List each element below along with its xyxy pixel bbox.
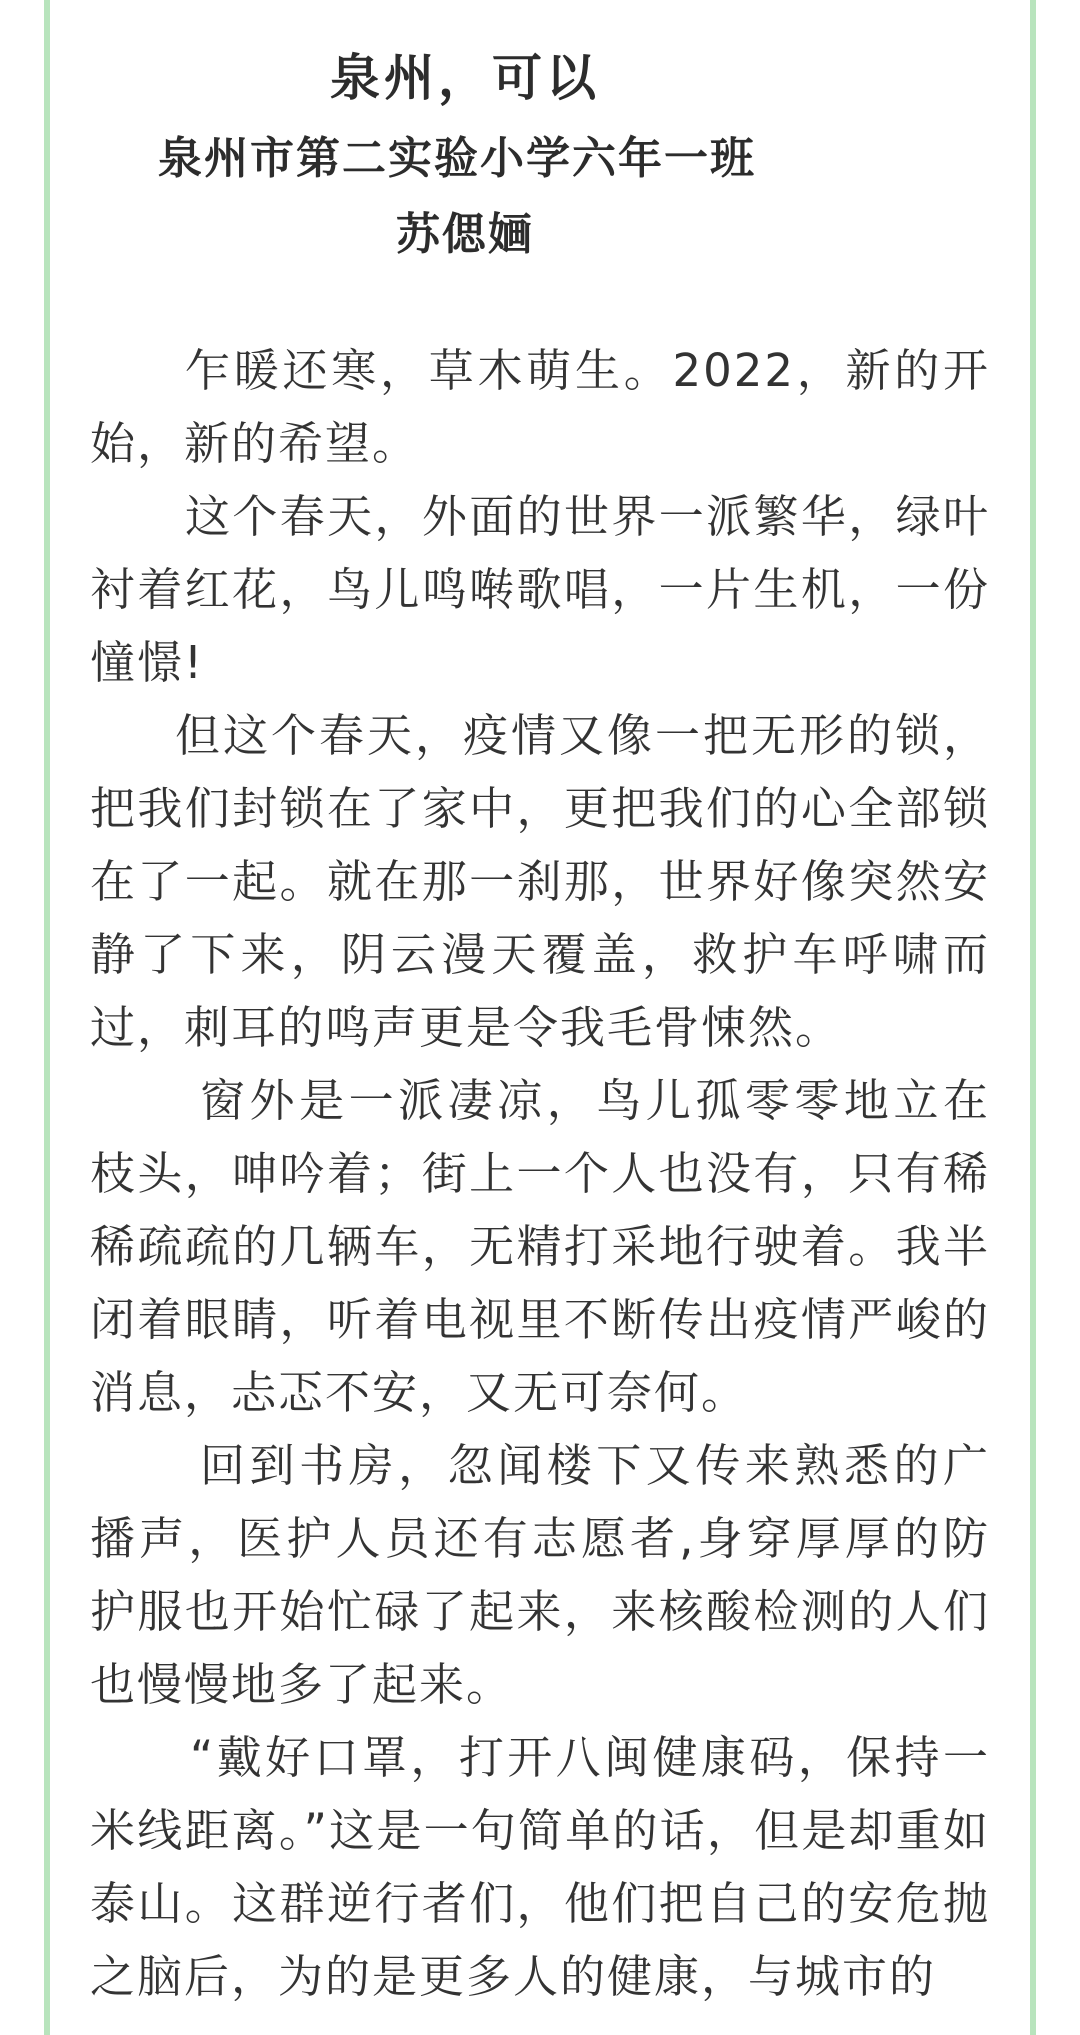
- article-body: [90, 334, 990, 2013]
- right-border-line: [1030, 0, 1036, 2035]
- paragraph: 乍暖还寒，草木萌生。2022，新的开始，新的希望。: [90, 344, 990, 470]
- paragraph: 但这个春天，疫情又像一把无形的锁，把我们封锁在了家中，更把我们的心全部锁在了一起。就在那一刹那，世界好像突然安静了下来，阴云漫天覆盖，救护车呼啸而过，刺耳的鸣声更是令我毛骨悚然。: [90, 709, 990, 1054]
- paragraph: 窗外是一派凄凉，鸟儿孤零零地立在枝头，呻吟着；街上一个人也没有，只有稀稀疏疏的几辆车，无精打采地行驶着。我半闭着眼睛，听着电视里不断传出疫情严峻的消息，忐忑不安，又无可奈何。: [90, 1074, 990, 1419]
- school-class-line: 泉州市第二实验小学六年一班: [158, 133, 756, 184]
- author-name: 苏偲婳: [396, 209, 534, 260]
- paragraph: 这个春天，外面的世界一派繁华，绿叶衬着红花，鸟儿鸣啭歌唱，一片生机，一份憧憬!: [90, 490, 990, 689]
- paragraph: 回到书房，忽闻楼下又传来熟悉的广播声，医护人员还有志愿者,身穿厚厚的防护服也开始忙碌了起来，来核酸检测的人们也慢慢地多了起来。: [90, 1439, 990, 1711]
- left-border-line: [44, 0, 50, 2035]
- paragraph: “戴好口罩，打开八闽健康码，保持一米线距离。”这是一句简单的话，但是却重如泰山。这群逆行者们，他们把自己的安危抛之脑后，为的是更多人的健康，与城市的: [90, 1731, 990, 2003]
- article-title: 泉州，可以: [330, 49, 600, 107]
